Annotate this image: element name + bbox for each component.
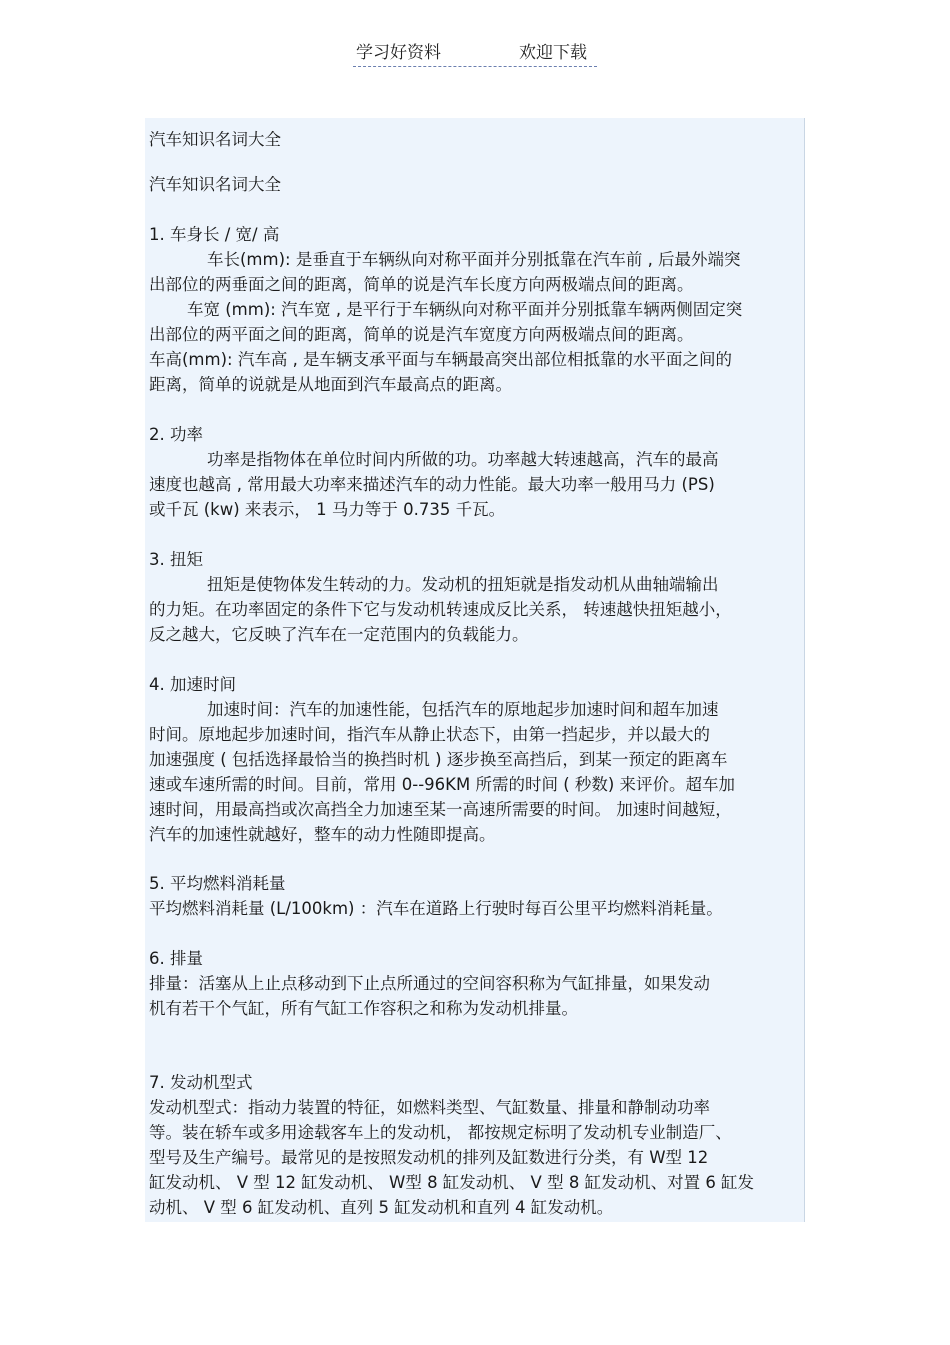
section-heading: 2. 功率 [149, 425, 203, 444]
paragraph-line: 车长(mm): 是垂直于车辆纵向对称平面并分别抵靠在汽车前 , 后最外端突 [207, 250, 741, 269]
paragraph-line: 距离，简单的说就是从地面到汽车最高点的距离。 [149, 375, 512, 394]
paragraph-line: 或千瓦 (kw) 来表示， 1 马力等于 0.735 千瓦。 [149, 500, 506, 519]
paragraph-line: 缸发动机、 V 型 12 缸发动机、 W型 8 缸发动机、 V 型 8 缸发动机、对置 6 缸发 [149, 1173, 755, 1192]
section-heading: 3. 扭矩 [149, 550, 203, 569]
paragraph-line: 发动机型式：指动力装置的特征，如燃料类型、气缸数量、排量和静制动功率 [149, 1098, 710, 1117]
paragraph-line: 扭矩是使物体发生转动的力。发动机的扭矩就是指发动机从曲轴端输出 [207, 575, 719, 594]
paragraph-line: 型号及生产编号。最常见的是按照发动机的排列及缸数进行分类，有 W型 12 [149, 1148, 709, 1167]
section-heading: 7. 发动机型式 [149, 1073, 253, 1092]
paragraph-line: 速时间，用最高挡或次高挡全力加速至某一高速所需要的时间。 加速时间越短， [149, 800, 732, 819]
section-heading: 6. 排量 [149, 949, 203, 968]
paragraph-line: 排量：活塞从上止点移动到下止点所通过的空间容积称为气缸排量，如果发动 [149, 974, 710, 993]
header-left-text: 学习好资料 [356, 43, 441, 63]
paragraph-line: 加速强度 ( 包括选择最恰当的换挡时机 ) 逐步换至高挡后，到某一预定的距离车 [149, 750, 728, 769]
header-right-text: 欢迎下载 [519, 43, 587, 63]
paragraph-line: 车高(mm): 汽车高 , 是车辆支承平面与车辆最高突出部位相抵靠的水平面之间的 [149, 350, 733, 369]
doc-title: 汽车知识名词大全 [149, 130, 281, 149]
paragraph-line: 机有若干个气缸，所有气缸工作容积之和称为发动机排量。 [149, 999, 578, 1018]
paragraph-line: 等。装在轿车或多用途载客车上的发动机， 都按规定标明了发动机专业制造厂、 [149, 1123, 732, 1142]
paragraph-line: 反之越大，它反映了汽车在一定范围内的负载能力。 [149, 625, 529, 644]
paragraph-line: 加速时间：汽车的加速性能，包括汽车的原地起步加速时间和超车加速 [207, 700, 719, 719]
paragraph-line: 速或车速所需的时间。目前，常用 0--96KM 所需的时间 ( 秒数) 来评价。超车加 [149, 775, 736, 794]
paragraph-line: 平均燃料消耗量 (L/100km) ：汽车在道路上行驶时每百公里平均燃料消耗量。 [149, 899, 723, 918]
paragraph-line: 功率是指物体在单位时间内所做的功。功率越大转速越高，汽车的最高 [207, 450, 719, 469]
section-heading: 5. 平均燃料消耗量 [149, 874, 286, 893]
paragraph-line: 车宽 (mm): 汽车宽 , 是平行于车辆纵向对称平面并分别抵靠车辆两侧固定突 [187, 300, 743, 319]
section-heading: 1. 车身长 / 宽/ 高 [149, 225, 280, 244]
paragraph-line: 时间。原地起步加速时间，指汽车从静止状态下，由第一挡起步，并以最大的 [149, 725, 710, 744]
paragraph-line: 的力矩。在功率固定的条件下它与发动机转速成反比关系， 转速越快扭矩越小， [149, 600, 732, 619]
paragraph-line: 速度也越高 , 常用最大功率来描述汽车的动力性能。最大功率一般用马力 (PS) [149, 475, 715, 494]
paragraph-line: 出部位的两平面之间的距离，简单的说是汽车宽度方向两极端点间的距离。 [149, 325, 694, 344]
paragraph-line: 动机、 V 型 6 缸发动机、直列 5 缸发动机和直列 4 缸发动机。 [149, 1198, 614, 1217]
section-heading: 4. 加速时间 [149, 675, 236, 694]
paragraph-line: 出部位的两垂面之间的距离，简单的说是汽车长度方向两极端点间的距离。 [149, 275, 694, 294]
doc-subtitle: 汽车知识名词大全 [149, 175, 281, 194]
paragraph-line: 汽车的加速性就越好，整车的动力性随即提高。 [149, 825, 496, 844]
page-header [353, 40, 597, 67]
